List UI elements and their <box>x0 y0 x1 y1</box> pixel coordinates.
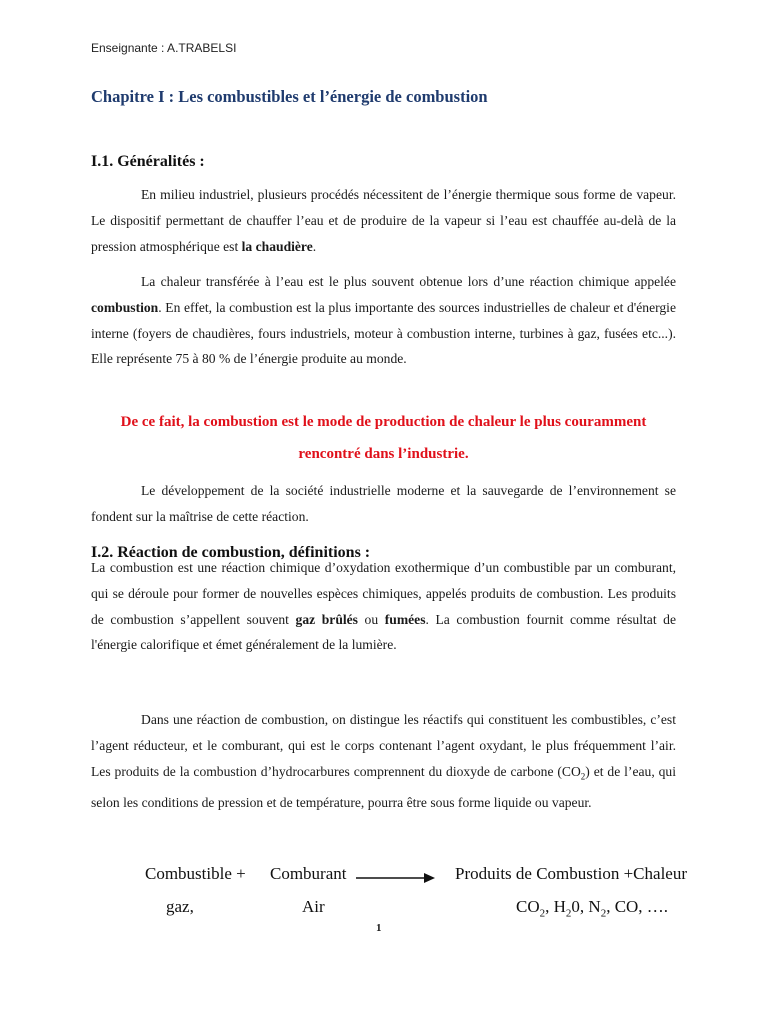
formula-tail: , CO, …. <box>606 897 669 916</box>
formula-subscript: 2 <box>539 907 546 920</box>
paragraph-text: . <box>312 238 317 254</box>
reaction-arrow-icon <box>356 872 436 884</box>
formula-subscript: 2 <box>565 907 572 920</box>
term-fumees: fumées <box>384 611 426 627</box>
paragraph-text: ou <box>357 611 385 627</box>
highlight-statement: De ce fait, la combustion est le mode de production de chaleur le plus couramment rencontré dans l’industrie. <box>120 414 647 462</box>
paragraph-text: En milieu industriel, plusieurs procédés nécessitent de l’énergie thermique sous forme de vapeur. Le dispositif permettant de chauffer l’eau et de produire de la vapeur si l’eau est chauffée au-delà de la pression atmosphérique est <box>91 187 676 254</box>
paragraph-text: ) et de l’eau, qui selon les conditions de pression et de température, pourra être sous forme liquide ou vapeur. <box>91 763 676 811</box>
page-number: 1 <box>376 922 382 934</box>
section-heading-reaction: I.2. Réaction de combustion, définitions : <box>91 544 371 561</box>
paragraph-definition <box>91 555 676 658</box>
equation-comburant: Comburant <box>270 864 347 883</box>
paragraph-reactifs <box>91 707 676 816</box>
term-gaz-brules: gaz brûlés <box>295 611 358 627</box>
chapter-title: Chapitre I : Les combustibles et l’énergie de combustion <box>91 87 488 106</box>
paragraph-chaudiere <box>91 182 676 259</box>
teacher-header: Enseignante : A.TRABELSI <box>91 41 237 55</box>
formula-subscript: 2 <box>600 907 607 920</box>
equation-products: Produits de Combustion +Chaleur <box>455 864 687 883</box>
paragraph-text: Dans une réaction de combustion, on distingue les réactifs qui constituent les combustibles, c’est l’agent réducteur, et le comburant, qui est le corps contenant l’agent oxydant, le plus fréquemment l’air. Les produits de la combustion d’hydrocarbures comprennent du dioxyde de carbone (CO <box>91 712 676 779</box>
paragraph-developpement: Le développement de la société industrielle moderne et la sauvegarde de l’environnement se fondent sur la maîtrise de cette réaction. <box>91 483 676 524</box>
term-chaudiere: la chaudière <box>241 238 313 254</box>
formula-tail: 0, <box>571 897 589 916</box>
formula-base: H <box>553 897 566 916</box>
term-combustion: combustion <box>91 299 159 315</box>
paragraph-combustion <box>91 269 676 372</box>
equation-combustible: Combustible + <box>145 864 246 883</box>
formula-tail: , <box>545 897 554 916</box>
example-comburant: Air <box>302 897 325 916</box>
example-combustible: gaz, <box>166 897 194 916</box>
subscript: 2 <box>580 771 586 782</box>
paragraph-text: La combustion est une réaction chimique d’oxydation exothermique d’un combustible par un comburant, qui se déroule pour former de nouvelles espèces chimiques, appelés produits de combustion. Les produits de combustion s’appellent souvent <box>91 560 676 627</box>
paragraph-text: La chaleur transférée à l’eau est le plus souvent obtenue lors d’une réaction chimique appelée <box>141 274 676 289</box>
formula-base: CO <box>516 897 540 916</box>
paragraph-text: . La combustion fournit comme résultat de l'énergie calorifique et émet généralement de la lumière. <box>91 611 677 653</box>
example-products <box>516 897 668 919</box>
section-heading-generalites: I.1. Généralités : <box>91 153 205 170</box>
formula-base: N <box>588 897 601 916</box>
paragraph-text: . En effet, la combustion est la plus importante des sources industrielles de chaleur et d'énergie interne (foyers de chaudières, fours industriels, moteur à combustion interne, turbines à gaz, fusées etc...). Elle représente 75 à 80 % de l’énergie produite au monde. <box>91 299 676 367</box>
